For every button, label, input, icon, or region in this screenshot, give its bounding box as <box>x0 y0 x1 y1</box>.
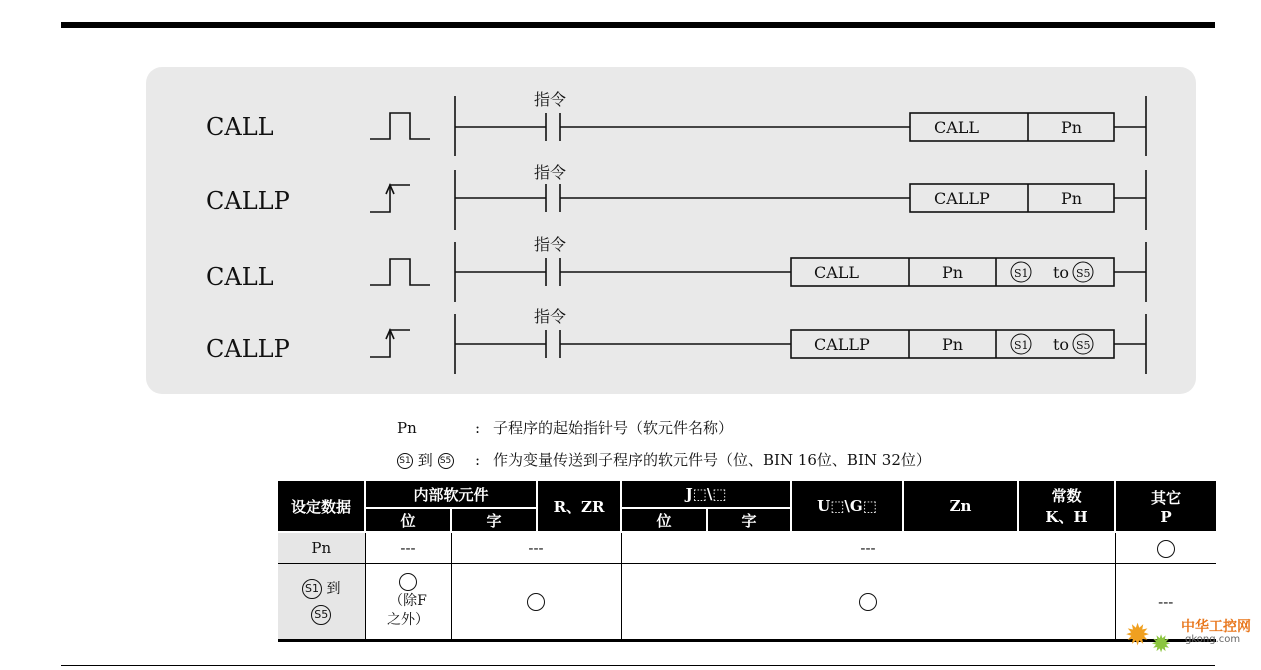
description-to: 到 <box>417 451 433 469</box>
contact-label: 指令 <box>534 90 567 109</box>
top-rule <box>61 22 1215 28</box>
cell-word-rzr: --- <box>451 532 621 564</box>
rising-edge-icon <box>370 185 410 212</box>
rising-edge-icon <box>370 330 410 357</box>
circle-available-icon <box>859 593 877 611</box>
description-text: 作为变量传送到子程序的软元件号（位、BIN 16位、BIN 32位） <box>493 451 931 469</box>
description-colon: : <box>475 451 481 469</box>
ladder-diagram-panel <box>146 67 1196 394</box>
description-colon: : <box>475 419 481 437</box>
circle-available-icon <box>1157 540 1175 558</box>
bottom-rule <box>61 665 1215 666</box>
header-internal-device: 内部软元件 <box>365 481 537 508</box>
contact-label: 指令 <box>534 163 567 182</box>
box-instruction: CALLP <box>814 335 870 354</box>
circled-s5-icon: S5 <box>311 605 331 625</box>
cell-other: --- <box>1115 564 1216 641</box>
instruction-name-callp: CALLP <box>206 335 290 363</box>
row-label-s1-s5: S1 到 S5 <box>278 564 365 641</box>
contact-label: 指令 <box>534 235 567 254</box>
cell-word-rzr <box>451 564 621 641</box>
header-j-group: J⬚\⬚ <box>621 481 791 508</box>
box-instruction: CALL <box>814 263 860 282</box>
watermark-logo <box>1125 612 1253 662</box>
box-operand-pn: Pn <box>1061 189 1083 208</box>
box-to-word: to <box>1053 263 1070 282</box>
cell-j-u-zn-const: --- <box>621 532 1115 564</box>
circled-s-start: S1 <box>1014 267 1029 280</box>
header-j-bit: 位 <box>621 508 707 532</box>
circled-s1-icon: S1 <box>397 453 413 469</box>
box-instruction: CALLP <box>934 189 990 208</box>
table-row <box>278 532 1216 564</box>
cell-j-u-zn-const <box>621 564 1115 641</box>
header-j-word: 字 <box>707 508 791 532</box>
watermark-url: gkong.com <box>1185 634 1241 645</box>
header-setting-data: 设定数据 <box>278 481 365 532</box>
header-u-group: U⬚\G⬚ <box>791 481 903 532</box>
box-to-word: to <box>1053 335 1070 354</box>
cell-bit: --- <box>365 532 451 564</box>
header-bit: 位 <box>365 508 451 532</box>
box-operand-pn: Pn <box>942 335 964 354</box>
header-r-zr: R、ZR <box>537 481 621 532</box>
description-key: Pn <box>397 419 417 437</box>
description-pn <box>397 417 733 438</box>
cell-bit: （除F 之外） <box>365 564 451 641</box>
row-label-pn: Pn <box>278 532 365 564</box>
pulse-signal-icon <box>370 113 430 139</box>
circled-s1-icon: S1 <box>302 579 322 599</box>
gear-icon: ✹ <box>1125 618 1151 653</box>
instruction-name-callp: CALLP <box>206 187 290 215</box>
description-text: 子程序的起始指针号（软元件名称） <box>493 419 734 437</box>
table-row <box>278 564 1216 641</box>
watermark-text: 中华工控网 <box>1181 619 1251 635</box>
circled-s5-icon: S5 <box>438 453 454 469</box>
cell-other <box>1115 532 1216 564</box>
gear-icon: ✹ <box>1151 630 1172 658</box>
instruction-name-call: CALL <box>206 113 274 141</box>
contact-label: 指令 <box>534 307 567 326</box>
circled-s-start: S1 <box>1014 339 1029 352</box>
circle-available-icon <box>527 593 545 611</box>
box-operand-pn: Pn <box>1061 118 1083 137</box>
header-word: 字 <box>451 508 537 532</box>
circled-s-end: S5 <box>1076 267 1091 280</box>
header-constant: 常数 K、H <box>1018 481 1115 532</box>
ladder-diagram <box>146 67 1196 394</box>
description-s <box>397 449 931 470</box>
box-instruction: CALL <box>934 118 980 137</box>
circled-s-end: S5 <box>1076 339 1091 352</box>
header-other: 其它 P <box>1115 481 1216 532</box>
box-operand-pn: Pn <box>942 263 964 282</box>
instruction-name-call: CALL <box>206 263 274 291</box>
header-zn: Zn <box>903 481 1018 532</box>
circle-available-icon <box>399 573 417 591</box>
pulse-signal-icon <box>370 259 430 285</box>
setting-data-table <box>278 481 1216 642</box>
